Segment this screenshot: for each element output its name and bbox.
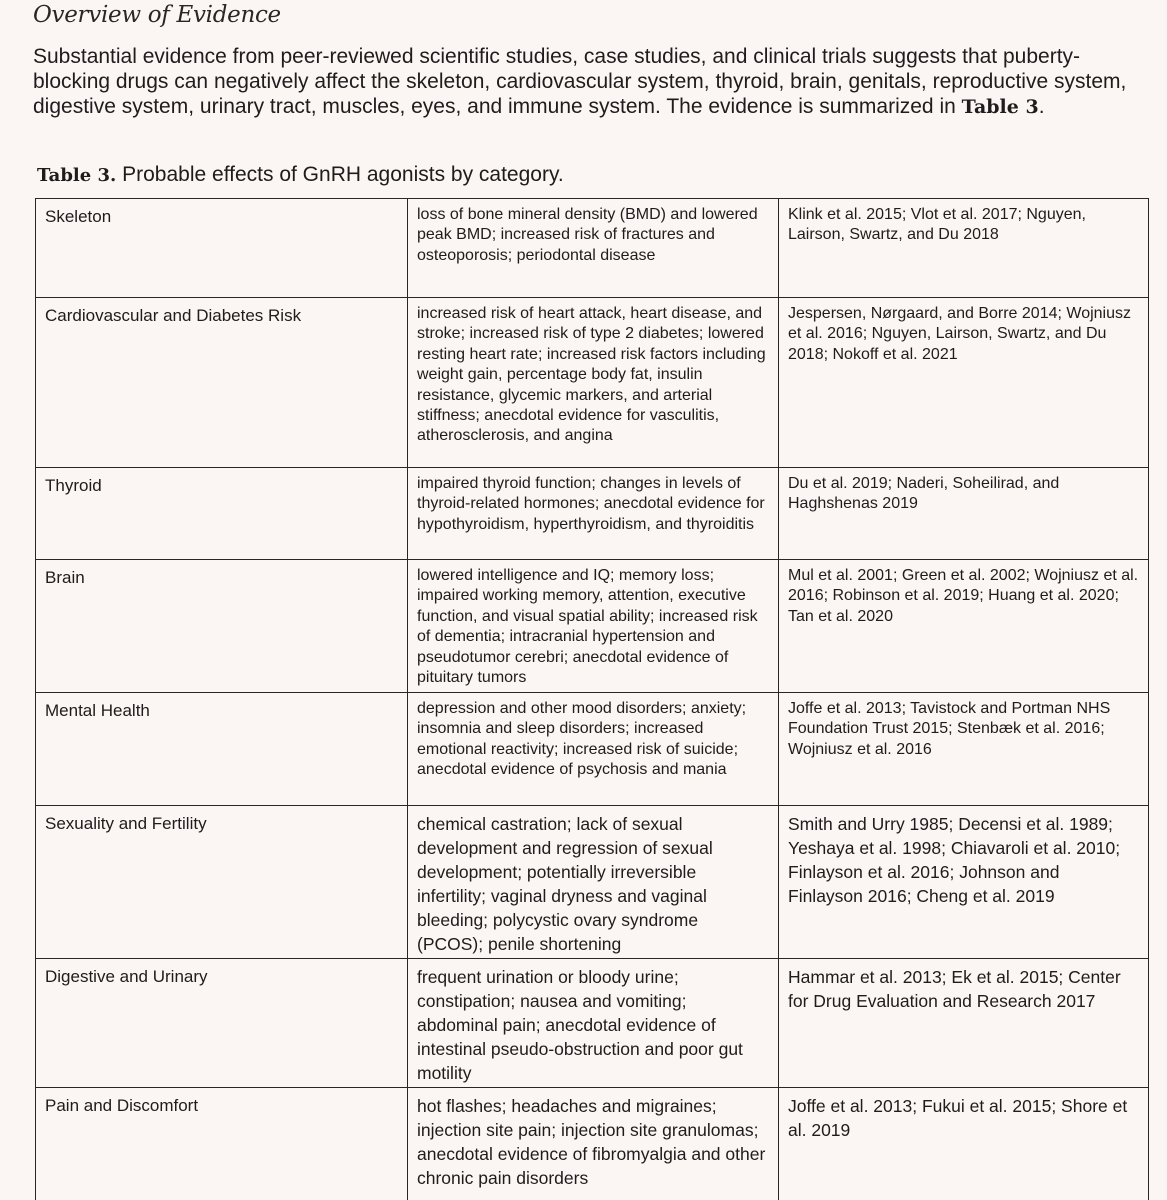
references-cell: Joffe et al. 2013; Tavistock and Portman NHS Foundation Trust 2015; Stenbæk et al. 2016; Wojniusz et al. 2016 xyxy=(779,693,1149,806)
category-cell: Pain and Discomfort xyxy=(36,1088,408,1200)
category-cell: Mental Health xyxy=(36,693,408,806)
references-cell: Hammar et al. 2013; Ek et al. 2015; Center for Drug Evaluation and Research 2017 xyxy=(779,959,1149,1088)
references-cell: Smith and Urry 1985; Decensi et al. 1989; Yeshaya et al. 1998; Chiavaroli et al. 2010; Finlayson et al. 2016; Johnson and Finlayson 2016; Cheng et al. 2019 xyxy=(779,806,1149,959)
table-caption xyxy=(37,162,564,188)
references-cell: Klink et al. 2015; Vlot et al. 2017; Nguyen, Lairson, Swartz, and Du 2018 xyxy=(779,199,1149,298)
effects-cell: loss of bone mineral density (BMD) and lowered peak BMD; increased risk of fractures and osteoporosis; periodontal disease xyxy=(408,199,779,298)
table-row xyxy=(36,1088,1149,1200)
table-row xyxy=(36,806,1149,959)
category-cell: Thyroid xyxy=(36,468,408,560)
effects-table xyxy=(35,198,1149,1200)
intro-end: . xyxy=(1038,95,1045,118)
effects-cell: chemical castration; lack of sexual development and regression of sexual development; potentially irreversible infertility; vaginal dryness and vaginal bleeding; polycystic ovary syndrome (PCOS); penile shortening xyxy=(408,806,779,959)
table-row xyxy=(36,560,1149,693)
table-reference: Table 3 xyxy=(961,96,1039,118)
table-row xyxy=(36,693,1149,806)
effects-cell: frequent urination or bloody urine; constipation; nausea and vomiting; abdominal pain; anecdotal evidence of intestinal pseudo-obstruction and poor gut motility xyxy=(408,959,779,1088)
effects-cell: lowered intelligence and IQ; memory loss; impaired working memory, attention, executive function, and visual spatial ability; increased risk of dementia; intracranial hypertension and pseudotumor cerebri; anecdotal evidence of pituitary tumors xyxy=(408,560,779,693)
caption-label: Table 3. xyxy=(37,165,117,186)
references-cell: Joffe et al. 2013; Fukui et al. 2015; Shore et al. 2019 xyxy=(779,1088,1149,1200)
table-row xyxy=(36,298,1149,468)
intro-text: Substantial evidence from peer-reviewed scientific studies, case studies, and clinical trials suggests that puberty-blocking drugs can negatively affect the skeleton, cardiovascular system, thyroid, brain, genitals, reproductive system, digestive system, urinary tract, muscles, eyes, and immune system. The evidence is summarized in xyxy=(33,45,1127,118)
table-row xyxy=(36,199,1149,298)
table-row xyxy=(36,468,1149,560)
effects-cell: increased risk of heart attack, heart disease, and stroke; increased risk of type 2 diabetes; lowered resting heart rate; increased risk factors including weight gain, percentage body fat, insulin resistance, glycemic markers, and arterial stiffness; anecdotal evidence for vasculitis, atherosclerosis, and angina xyxy=(408,298,779,468)
section-heading: Overview of Evidence xyxy=(33,2,281,28)
table-row xyxy=(36,959,1149,1088)
effects-cell: impaired thyroid function; changes in levels of thyroid-related hormones; anecdotal evidence for hypothyroidism, hyperthyroidism, and thyroiditis xyxy=(408,468,779,560)
category-cell: Brain xyxy=(36,560,408,693)
references-cell: Du et al. 2019; Naderi, Soheilirad, and Haghshenas 2019 xyxy=(779,468,1149,560)
category-cell: Sexuality and Fertility xyxy=(36,806,408,959)
caption-text: Probable effects of GnRH agonists by category. xyxy=(116,163,564,186)
category-cell: Digestive and Urinary xyxy=(36,959,408,1088)
category-cell: Cardiovascular and Diabetes Risk xyxy=(36,298,408,468)
references-cell: Jespersen, Nørgaard, and Borre 2014; Wojniusz et al. 2016; Nguyen, Lairson, Swartz, and Du 2018; Nokoff et al. 2021 xyxy=(779,298,1149,468)
effects-cell: depression and other mood disorders; anxiety; insomnia and sleep disorders; increased emotional reactivity; increased risk of suicide; anecdotal evidence of psychosis and mania xyxy=(408,693,779,806)
intro-paragraph xyxy=(33,44,1143,120)
references-cell: Mul et al. 2001; Green et al. 2002; Wojniusz et al. 2016; Robinson et al. 2019; Huang et al. 2020; Tan et al. 2020 xyxy=(779,560,1149,693)
category-cell: Skeleton xyxy=(36,199,408,298)
effects-cell: hot flashes; headaches and migraines; injection site pain; injection site granulomas; anecdotal evidence of fibromyalgia and other chronic pain disorders xyxy=(408,1088,779,1200)
